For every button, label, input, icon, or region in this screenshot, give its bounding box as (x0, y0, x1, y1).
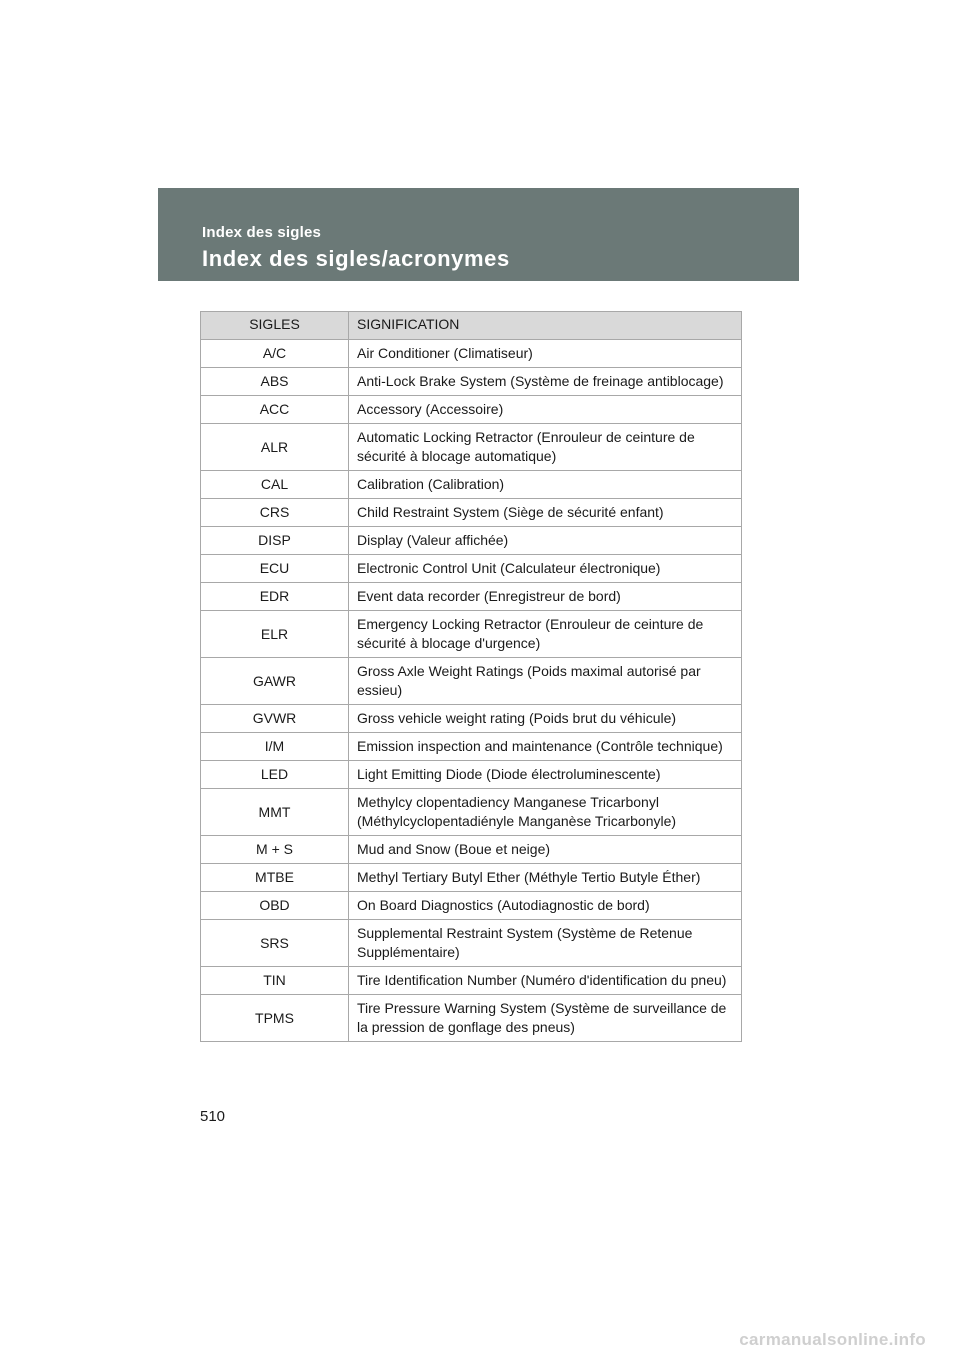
column-header-meaning: SIGNIFICATION (349, 312, 742, 340)
acronym-cell: SRS (201, 920, 349, 967)
meaning-cell: Accessory (Accessoire) (349, 396, 742, 424)
table-row (201, 761, 742, 789)
meaning-cell: Tire Identification Number (Numéro d'identification du pneu) (349, 967, 742, 995)
acronym-cell: ECU (201, 555, 349, 583)
acronym-cell: ALR (201, 424, 349, 471)
table-body (201, 340, 742, 1042)
page-number: 510 (200, 1108, 226, 1125)
table-row (201, 424, 742, 471)
meaning-cell: Display (Valeur affichée) (349, 527, 742, 555)
acronym-table (200, 311, 742, 1042)
table-row (201, 733, 742, 761)
acronym-cell: CAL (201, 471, 349, 499)
section-header-band (158, 188, 799, 281)
table-row (201, 340, 742, 368)
meaning-cell: Tire Pressure Warning System (Système de surveillance de la pression de gonflage des pneus) (349, 995, 742, 1042)
meaning-cell: Child Restraint System (Siège de sécurité enfant) (349, 499, 742, 527)
table-row (201, 892, 742, 920)
acronym-cell: MTBE (201, 864, 349, 892)
meaning-cell: Air Conditioner (Climatiseur) (349, 340, 742, 368)
table-row (201, 920, 742, 967)
meaning-cell: Light Emitting Diode (Diode électroluminescente) (349, 761, 742, 789)
table-row (201, 396, 742, 424)
section-label: Index des sigles (202, 224, 322, 241)
meaning-cell: Supplemental Restraint System (Système de Retenue Supplémentaire) (349, 920, 742, 967)
acronym-cell: M + S (201, 836, 349, 864)
meaning-cell: On Board Diagnostics (Autodiagnostic de bord) (349, 892, 742, 920)
meaning-cell: Anti-Lock Brake System (Système de freinage antiblocage) (349, 368, 742, 396)
acronym-cell: A/C (201, 340, 349, 368)
watermark: carmanualsonline.info (739, 1330, 926, 1349)
acronym-cell: DISP (201, 527, 349, 555)
table-row (201, 368, 742, 396)
acronym-cell: EDR (201, 583, 349, 611)
table-row (201, 471, 742, 499)
meaning-cell: Emission inspection and maintenance (Contrôle technique) (349, 733, 742, 761)
table-row (201, 864, 742, 892)
acronym-cell: GAWR (201, 658, 349, 705)
acronym-cell: ACC (201, 396, 349, 424)
acronym-cell: GVWR (201, 705, 349, 733)
table-row (201, 583, 742, 611)
table-row (201, 967, 742, 995)
column-header-acronym: SIGLES (201, 312, 349, 340)
table-row (201, 527, 742, 555)
meaning-cell: Emergency Locking Retractor (Enrouleur de ceinture de sécurité à blocage d'urgence) (349, 611, 742, 658)
table-row (201, 836, 742, 864)
meaning-cell: Automatic Locking Retractor (Enrouleur de ceinture de sécurité à blocage automatique) (349, 424, 742, 471)
acronym-cell: ABS (201, 368, 349, 396)
table-row (201, 658, 742, 705)
table-row (201, 611, 742, 658)
acronym-table-container (200, 311, 741, 1042)
table-row (201, 555, 742, 583)
acronym-cell: ELR (201, 611, 349, 658)
table-row (201, 499, 742, 527)
table-row (201, 705, 742, 733)
table-row (201, 789, 742, 836)
acronym-cell: I/M (201, 733, 349, 761)
acronym-cell: CRS (201, 499, 349, 527)
meaning-cell: Gross vehicle weight rating (Poids brut du véhicule) (349, 705, 742, 733)
acronym-cell: LED (201, 761, 349, 789)
meaning-cell: Methyl Tertiary Butyl Ether (Méthyle Tertio Butyle Éther) (349, 864, 742, 892)
acronym-cell: OBD (201, 892, 349, 920)
acronym-cell: TIN (201, 967, 349, 995)
acronym-cell: MMT (201, 789, 349, 836)
meaning-cell: Electronic Control Unit (Calculateur électronique) (349, 555, 742, 583)
acronym-cell: TPMS (201, 995, 349, 1042)
table-row (201, 995, 742, 1042)
meaning-cell: Gross Axle Weight Ratings (Poids maximal autorisé par essieu) (349, 658, 742, 705)
meaning-cell: Methylcy clopentadiency Manganese Tricarbonyl (Méthylcyclopentadiényle Manganèse Tricarbonyle) (349, 789, 742, 836)
meaning-cell: Calibration (Calibration) (349, 471, 742, 499)
meaning-cell: Event data recorder (Enregistreur de bord) (349, 583, 742, 611)
page-title: Index des sigles/acronymes (202, 246, 510, 271)
meaning-cell: Mud and Snow (Boue et neige) (349, 836, 742, 864)
table-header-row (201, 312, 742, 340)
